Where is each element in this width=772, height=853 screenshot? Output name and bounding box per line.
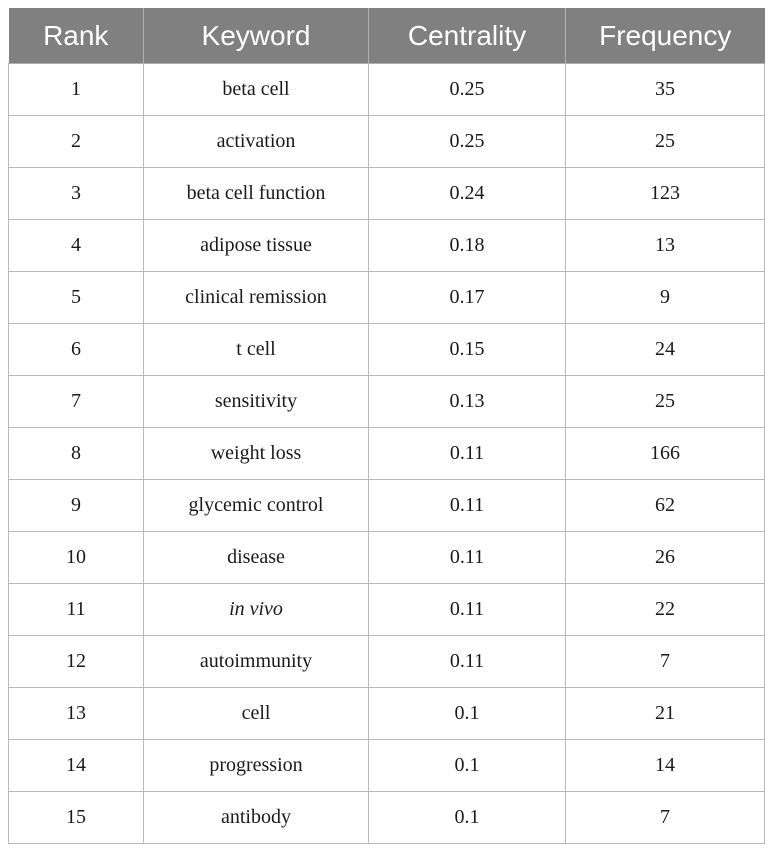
keyword-cell: autoimmunity: [144, 636, 369, 688]
rank-cell: 14: [9, 740, 144, 792]
table-body: [9, 64, 765, 844]
rank-cell: 15: [9, 792, 144, 844]
frequency-cell: 24: [566, 324, 765, 376]
table-header: [9, 8, 765, 64]
rank-cell: 9: [9, 480, 144, 532]
table-row: [9, 324, 765, 376]
centrality-cell: 0.11: [369, 532, 566, 584]
table-row: [9, 220, 765, 272]
frequency-cell: 26: [566, 532, 765, 584]
rank-cell: 4: [9, 220, 144, 272]
keyword-cell: sensitivity: [144, 376, 369, 428]
rank-cell: 3: [9, 168, 144, 220]
table-row: [9, 480, 765, 532]
centrality-cell: 0.1: [369, 740, 566, 792]
frequency-cell: 123: [566, 168, 765, 220]
table-row: [9, 376, 765, 428]
header-row: [9, 8, 765, 64]
centrality-cell: 0.13: [369, 376, 566, 428]
frequency-cell: 9: [566, 272, 765, 324]
table-row: [9, 740, 765, 792]
keyword-cell: in vivo: [144, 584, 369, 636]
frequency-cell: 25: [566, 376, 765, 428]
centrality-cell: 0.17: [369, 272, 566, 324]
frequency-cell: 166: [566, 428, 765, 480]
header-rank: Rank: [9, 8, 144, 64]
table-row: [9, 116, 765, 168]
rank-cell: 1: [9, 64, 144, 116]
centrality-cell: 0.11: [369, 428, 566, 480]
centrality-cell: 0.25: [369, 64, 566, 116]
keyword-cell: activation: [144, 116, 369, 168]
frequency-cell: 14: [566, 740, 765, 792]
keyword-table: [8, 8, 765, 844]
centrality-cell: 0.1: [369, 688, 566, 740]
header-centrality: Centrality: [369, 8, 566, 64]
header-keyword: Keyword: [144, 8, 369, 64]
table-row: [9, 168, 765, 220]
rank-cell: 5: [9, 272, 144, 324]
rank-cell: 13: [9, 688, 144, 740]
keyword-cell: weight loss: [144, 428, 369, 480]
frequency-cell: 35: [566, 64, 765, 116]
frequency-cell: 22: [566, 584, 765, 636]
rank-cell: 10: [9, 532, 144, 584]
table-row: [9, 636, 765, 688]
keyword-cell: glycemic control: [144, 480, 369, 532]
table-row: [9, 532, 765, 584]
header-frequency: Frequency: [566, 8, 765, 64]
rank-cell: 6: [9, 324, 144, 376]
rank-cell: 7: [9, 376, 144, 428]
frequency-cell: 21: [566, 688, 765, 740]
centrality-cell: 0.18: [369, 220, 566, 272]
keyword-cell: t cell: [144, 324, 369, 376]
keyword-cell: progression: [144, 740, 369, 792]
table-row: [9, 64, 765, 116]
rank-cell: 11: [9, 584, 144, 636]
centrality-cell: 0.25: [369, 116, 566, 168]
keyword-cell: beta cell: [144, 64, 369, 116]
rank-cell: 2: [9, 116, 144, 168]
frequency-cell: 25: [566, 116, 765, 168]
centrality-cell: 0.11: [369, 584, 566, 636]
table-row: [9, 688, 765, 740]
keyword-cell: adipose tissue: [144, 220, 369, 272]
centrality-cell: 0.24: [369, 168, 566, 220]
keyword-cell: clinical remission: [144, 272, 369, 324]
keyword-cell: cell: [144, 688, 369, 740]
keyword-cell: beta cell function: [144, 168, 369, 220]
keyword-cell: antibody: [144, 792, 369, 844]
centrality-cell: 0.15: [369, 324, 566, 376]
rank-cell: 8: [9, 428, 144, 480]
keyword-cell: disease: [144, 532, 369, 584]
rank-cell: 12: [9, 636, 144, 688]
table-row: [9, 792, 765, 844]
frequency-cell: 7: [566, 636, 765, 688]
centrality-cell: 0.1: [369, 792, 566, 844]
table-row: [9, 428, 765, 480]
centrality-cell: 0.11: [369, 636, 566, 688]
frequency-cell: 13: [566, 220, 765, 272]
table-row: [9, 584, 765, 636]
table-row: [9, 272, 765, 324]
centrality-cell: 0.11: [369, 480, 566, 532]
frequency-cell: 62: [566, 480, 765, 532]
frequency-cell: 7: [566, 792, 765, 844]
